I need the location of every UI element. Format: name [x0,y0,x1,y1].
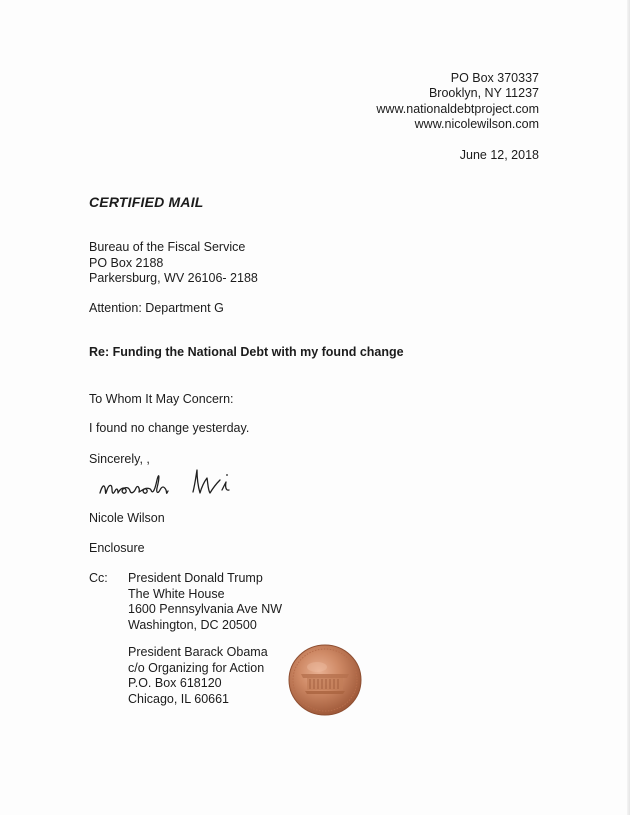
letter-body: I found no change yesterday. [89,421,250,435]
recipient-address-block [89,240,258,287]
enclosure-note: Enclosure [89,541,145,555]
cc-recipient-2-line3: P.O. Box 618120 [128,676,222,690]
salutation: To Whom It May Concern: [89,392,234,406]
cc-recipient-1-line3: 1600 Pennsylvania Ave NW [128,602,283,616]
subject-line: Re: Funding the National Debt with my found change [89,345,404,359]
cc-recipient-2 [128,645,268,707]
sender-address-block [376,71,539,132]
delivery-method-heading: CERTIFIED MAIL [89,194,204,210]
handwritten-signature [96,460,246,502]
cc-label: Cc: [89,571,108,585]
closing: Sincerely, , [89,452,150,466]
sender-website1: www.nationaldebtproject.com [376,101,539,116]
letter-date: June 12, 2018 [459,148,539,162]
signer-name: Nicole Wilson [89,511,165,525]
recipient-address-line1: PO Box 2188 [89,255,164,270]
sender-address-line1: PO Box 370337 [450,71,539,85]
cc-recipient-1 [128,571,282,633]
recipient-address-line2: Parkersburg, WV 26106- 2188 [89,271,258,285]
recipient-name: Bureau of the Fiscal Service [89,240,246,254]
attention-line: Attention: Department G [89,301,224,315]
cc-recipient-1-line4: Washington, DC 20500 [128,617,257,632]
cc-recipient-2-line2: c/o Organizing for Action [128,660,265,675]
cc-recipient-1-line2: The White House [128,586,225,601]
sender-address-line2: Brooklyn, NY 11237 [428,86,539,101]
penny-coin-icon [287,641,363,717]
sender-website2: www.nicolewilson.com [414,116,539,131]
cc-recipient-1-name: President Donald Trump [128,571,263,585]
cc-recipient-2-line4: Chicago, IL 60661 [128,691,230,706]
cc-recipient-2-name: President Barack Obama [128,645,268,659]
